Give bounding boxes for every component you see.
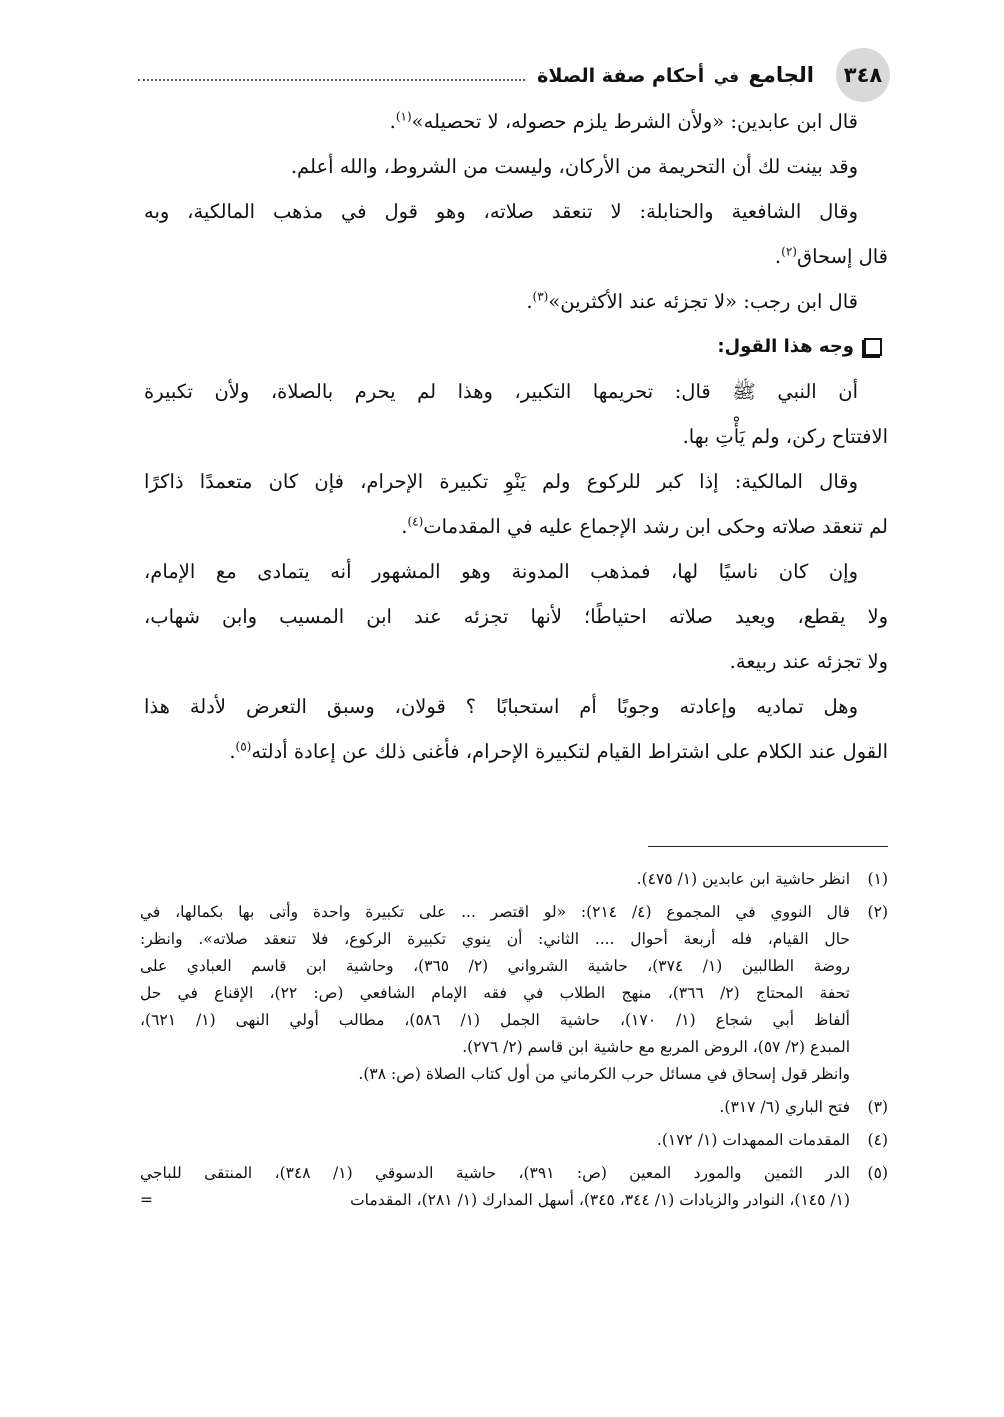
footnote-line: وانظر قول إسحاق في مسائل حرب الكرماني من أول كتاب الصلاة (ص: ٣٨).: [358, 1065, 850, 1083]
footnote-line: انظر حاشية ابن عابدين (١/ ٤٧٥).: [636, 870, 850, 888]
footnote-separator: [648, 846, 888, 847]
footnote-line: الدر الثمين والمورد المعين (ص: ٣٩١)، حاشية الدسوقي (١/ ٣٤٨)، المنتقى للباجي: [140, 1164, 850, 1182]
book-title-small: في: [713, 68, 739, 86]
footnote-number: (١): [867, 870, 888, 888]
checkbox-square-icon: [864, 338, 882, 356]
text-line: ولا يقطع، ويعيد صلاته احتياطًا؛ لأنها تجزئه عند ابن المسيب وابن شهاب،: [144, 605, 888, 628]
text-line: وهل تماديه وإعادته وجوبًا أم استحبابًا ؟ قولان، وسبق التعرض لأدلة هذا: [144, 695, 858, 718]
footnote-5: [140, 1160, 888, 1214]
text-line: قال إسحاق$^{(٢)}$.: [774, 244, 888, 268]
text-line: أن النبي ﷺ قال: تحريمها التكبير، وهذا لم يحرم بالصلاة، ولأن تكبيرة: [144, 380, 858, 403]
text-line: وقال الشافعية والحنابلة: لا تنعقد صلاته، وهو قول في مذهب المالكية، وبه: [144, 200, 858, 223]
running-title: [138, 58, 826, 92]
footnote-number: (٢): [867, 903, 888, 921]
footnote-number: (٣): [867, 1098, 888, 1116]
text-line: لم تنعقد صلاته وحكى ابن رشد الإجماع عليه في المقدمات$^{(٤)}$.: [401, 514, 888, 538]
text-line: وقال المالكية: إذا كبر للركوع ولم يَنْوِ تكبيرة الإحرام، فإن كان متعمدًا ذاكرًا: [144, 470, 858, 493]
footnote-line: المبدع (٢/ ٥٧)، الروض المربع مع حاشية ابن قاسم (٢/ ٢٧٦).: [462, 1038, 850, 1056]
footnote-ref: (٢): [781, 244, 797, 259]
footnote-line: ألفاظ أبي شجاع (١/ ١٧٠)، حاشية الجمل (١/ ٥٨٦)، مطالب أولي النهى (١/ ٦٢١)،: [140, 1011, 850, 1029]
footnote-line: تحفة المحتاج (٢/ ٣٦٦)، منهج الطلاب في فقه الإمام الشافعي (ص: ٢٢)، الإقناع في حل: [140, 984, 850, 1002]
continuation-mark: =: [140, 1191, 153, 1209]
footnote-ref: (٣): [532, 289, 549, 304]
footnotes: [140, 866, 888, 1220]
footnote-number: (٥): [867, 1164, 888, 1182]
text-line: وقد بينت لك أن التحريمة من الأركان، وليست من الشروط، والله أعلم.: [290, 155, 858, 178]
section-heading-text: وجه هذا القول:: [717, 336, 854, 357]
footnote-ref: (٥): [235, 739, 252, 754]
footnote-line: قال النووي في المجموع (٤/ ٢١٤): «لو اقتصر ... على تكبيرة واحدة وأتى بها بكمالها، في: [140, 903, 851, 921]
text-line: قال ابن عابدين: «ولأن الشرط يلزم حصوله، لا تحصيله»$^{(١)}$.: [389, 109, 858, 133]
footnote-number: (٤): [867, 1131, 888, 1149]
text-line: قال ابن رجب: «لا تجزئه عند الأكثرين»$^{(٣)}$.: [526, 289, 858, 313]
footnote-line: فتح الباري (٦/ ٣١٧).: [719, 1098, 850, 1116]
footnote-line: روضة الطالبين (١/ ٣٧٤)، حاشية الشرواني (٢/ ٣٦٥)، وحاشية ابن قاسم العبادي على: [140, 957, 851, 975]
book-title-part1: الجامع: [748, 63, 814, 87]
text-line: القول عند الكلام على اشتراط القيام لتكبيرة الإحرام، فأغنى ذلك عن إعادة أدلته$^{(٥)}$.: [229, 739, 888, 763]
footnote-line: (١/ ١٤٥)، النوادر والزيادات (١/ ٣٤٤، ٣٤٥)، أسهل المدارك (١/ ٢٨١)، المقدمات =: [140, 1187, 850, 1214]
footnote-ref: (١): [395, 109, 412, 124]
book-title: [525, 63, 826, 87]
footnote-line: المقدمات الممهدات (١/ ١٧٢).: [656, 1131, 850, 1149]
footnote-3: [140, 1094, 888, 1121]
header-dotted-leader: [138, 79, 525, 81]
footnote-line: حال القيام، فله أربعة أحوال .... الثاني: أن ينوي تكبيرة الركوع، فلا تنعقد صلاته». وانظر:: [140, 930, 850, 948]
footnote-4: [140, 1127, 888, 1154]
main-text: [144, 108, 888, 783]
page-number: ٣٤٨: [836, 48, 890, 102]
section-heading: [144, 333, 888, 361]
text-line: ولا تجزئه عند ربيعة.: [729, 650, 888, 673]
footnote-2: [140, 899, 888, 1088]
book-title-part2: أحكام صفة الصلاة: [537, 65, 705, 87]
text-line: الافتتاح ركن، ولم يَأْتِ بها.: [682, 425, 888, 448]
text-line: وإن كان ناسيًا لها، فمذهب المدونة وهو المشهور أنه يتمادى مع الإمام،: [144, 560, 858, 583]
footnote-1: [140, 866, 888, 893]
footnote-ref: (٤): [407, 514, 424, 529]
page-header: [138, 48, 890, 102]
